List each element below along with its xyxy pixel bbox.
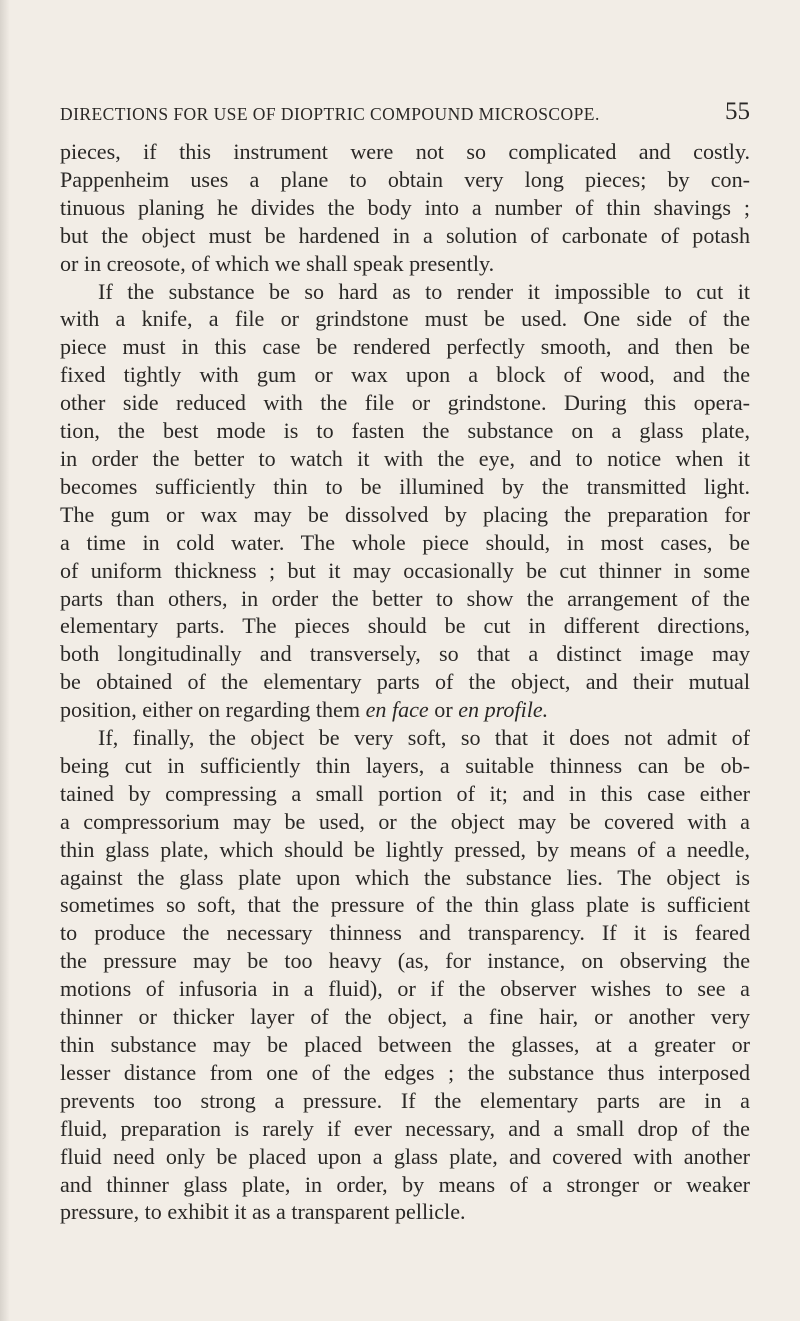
text-line: a compressorium may be used, or the object may be covered with a: [60, 808, 750, 834]
text-line: the pressure may be too heavy (as, for instance, on observing the: [60, 948, 750, 974]
text-line: and thinner glass plate, in order, by means of a stronger or weaker: [60, 1171, 750, 1197]
text-line: be obtained of the elementary parts of the object, and their mutual: [60, 669, 750, 695]
italic-term-en-profile: en profile.: [458, 697, 549, 723]
text-line: of uniform thickness ; but it may occasionally be cut thinner in some: [60, 557, 750, 583]
text-line: fluid, preparation is rarely if ever necessary, and a small drop of the: [60, 1115, 750, 1141]
text-line: in order the better to watch it with the eye, and to notice when it: [60, 445, 750, 471]
text-line: tinuous planing he divides the body into a number of thin shavings ;: [60, 194, 750, 220]
text-line: to produce the necessary thinness and transparency. If it is feared: [60, 920, 750, 946]
text-line: elementary parts. The pieces should be cut in different directions,: [60, 613, 750, 639]
text-line: parts than others, in order the better to show the arrangement of the: [60, 585, 750, 611]
text-line: a time in cold water. The whole piece should, in most cases, be: [60, 529, 750, 555]
text-line: becomes sufficiently thin to be illumined by the transmitted light.: [60, 473, 750, 499]
body-text: [60, 138, 750, 1226]
text-line: tained by compressing a small portion of it; and in this case either: [60, 780, 750, 806]
italic-term-en-face: en face: [365, 697, 429, 723]
text-line: sometimes so soft, that the pressure of the thin glass plate is sufficient: [60, 892, 750, 918]
running-head: [60, 98, 750, 125]
page-number: 55: [725, 98, 750, 125]
text-line: or in creosote, of which we shall speak presently.: [60, 250, 495, 276]
running-title: DIRECTIONS FOR USE OF DIOPTRIC COMPOUND MICROSCOPE.: [60, 104, 600, 124]
text-line: being cut in sufficiently thin layers, a suitable thinness can be ob-: [60, 752, 750, 778]
text-line: other side reduced with the file or grindstone. During this opera-: [60, 390, 750, 416]
text-run: or: [428, 697, 459, 723]
text-run: position, either on regarding them: [60, 697, 366, 723]
text-line: thin substance may be placed between the glasses, at a greater or: [60, 1032, 750, 1057]
text-line: both longitudinally and transversely, so that a distinct image may: [60, 641, 750, 667]
page-edge-shadow: [0, 0, 10, 1321]
text-line: against the glass plate upon which the substance lies. The object is: [60, 864, 750, 890]
text-line: prevents too strong a pressure. If the elementary parts are in a: [60, 1087, 750, 1113]
text-line: piece must in this case be rendered perfectly smooth, and then be: [60, 334, 750, 360]
text-line: If, finally, the object be very soft, so that it does not admit of: [98, 725, 750, 751]
text-line: motions of infusoria in a fluid), or if the observer wishes to see a: [60, 976, 750, 1002]
text-line: with a knife, a file or grindstone must be used. One side of the: [60, 306, 750, 332]
text-line-final: [60, 696, 750, 724]
text-line: pieces, if this instrument were not so complicated and costly.: [60, 139, 750, 164]
text-line: If the substance be so hard as to render it impossible to cut it: [98, 278, 750, 304]
text-line: fixed tightly with gum or wax upon a block of wood, and the: [60, 362, 750, 388]
text-line: thin glass plate, which should be lightly pressed, by means of a needle,: [60, 836, 750, 862]
text-line: pressure, to exhibit it as a transparent pellicle.: [60, 1199, 466, 1225]
text-line: Pappenheim uses a plane to obtain very long pieces; by con-: [60, 166, 750, 192]
text-line: The gum or wax may be dissolved by placing the preparation for: [60, 501, 750, 527]
text-line: thinner or thicker layer of the object, a fine hair, or another very: [60, 1004, 750, 1030]
text-line: lesser distance from one of the edges ; the substance thus interposed: [60, 1059, 750, 1085]
text-line: tion, the best mode is to fasten the substance on a glass plate,: [60, 418, 750, 444]
text-line: fluid need only be placed upon a glass plate, and covered with another: [60, 1143, 750, 1169]
text-line: but the object must be hardened in a solution of carbonate of potash: [60, 222, 750, 248]
